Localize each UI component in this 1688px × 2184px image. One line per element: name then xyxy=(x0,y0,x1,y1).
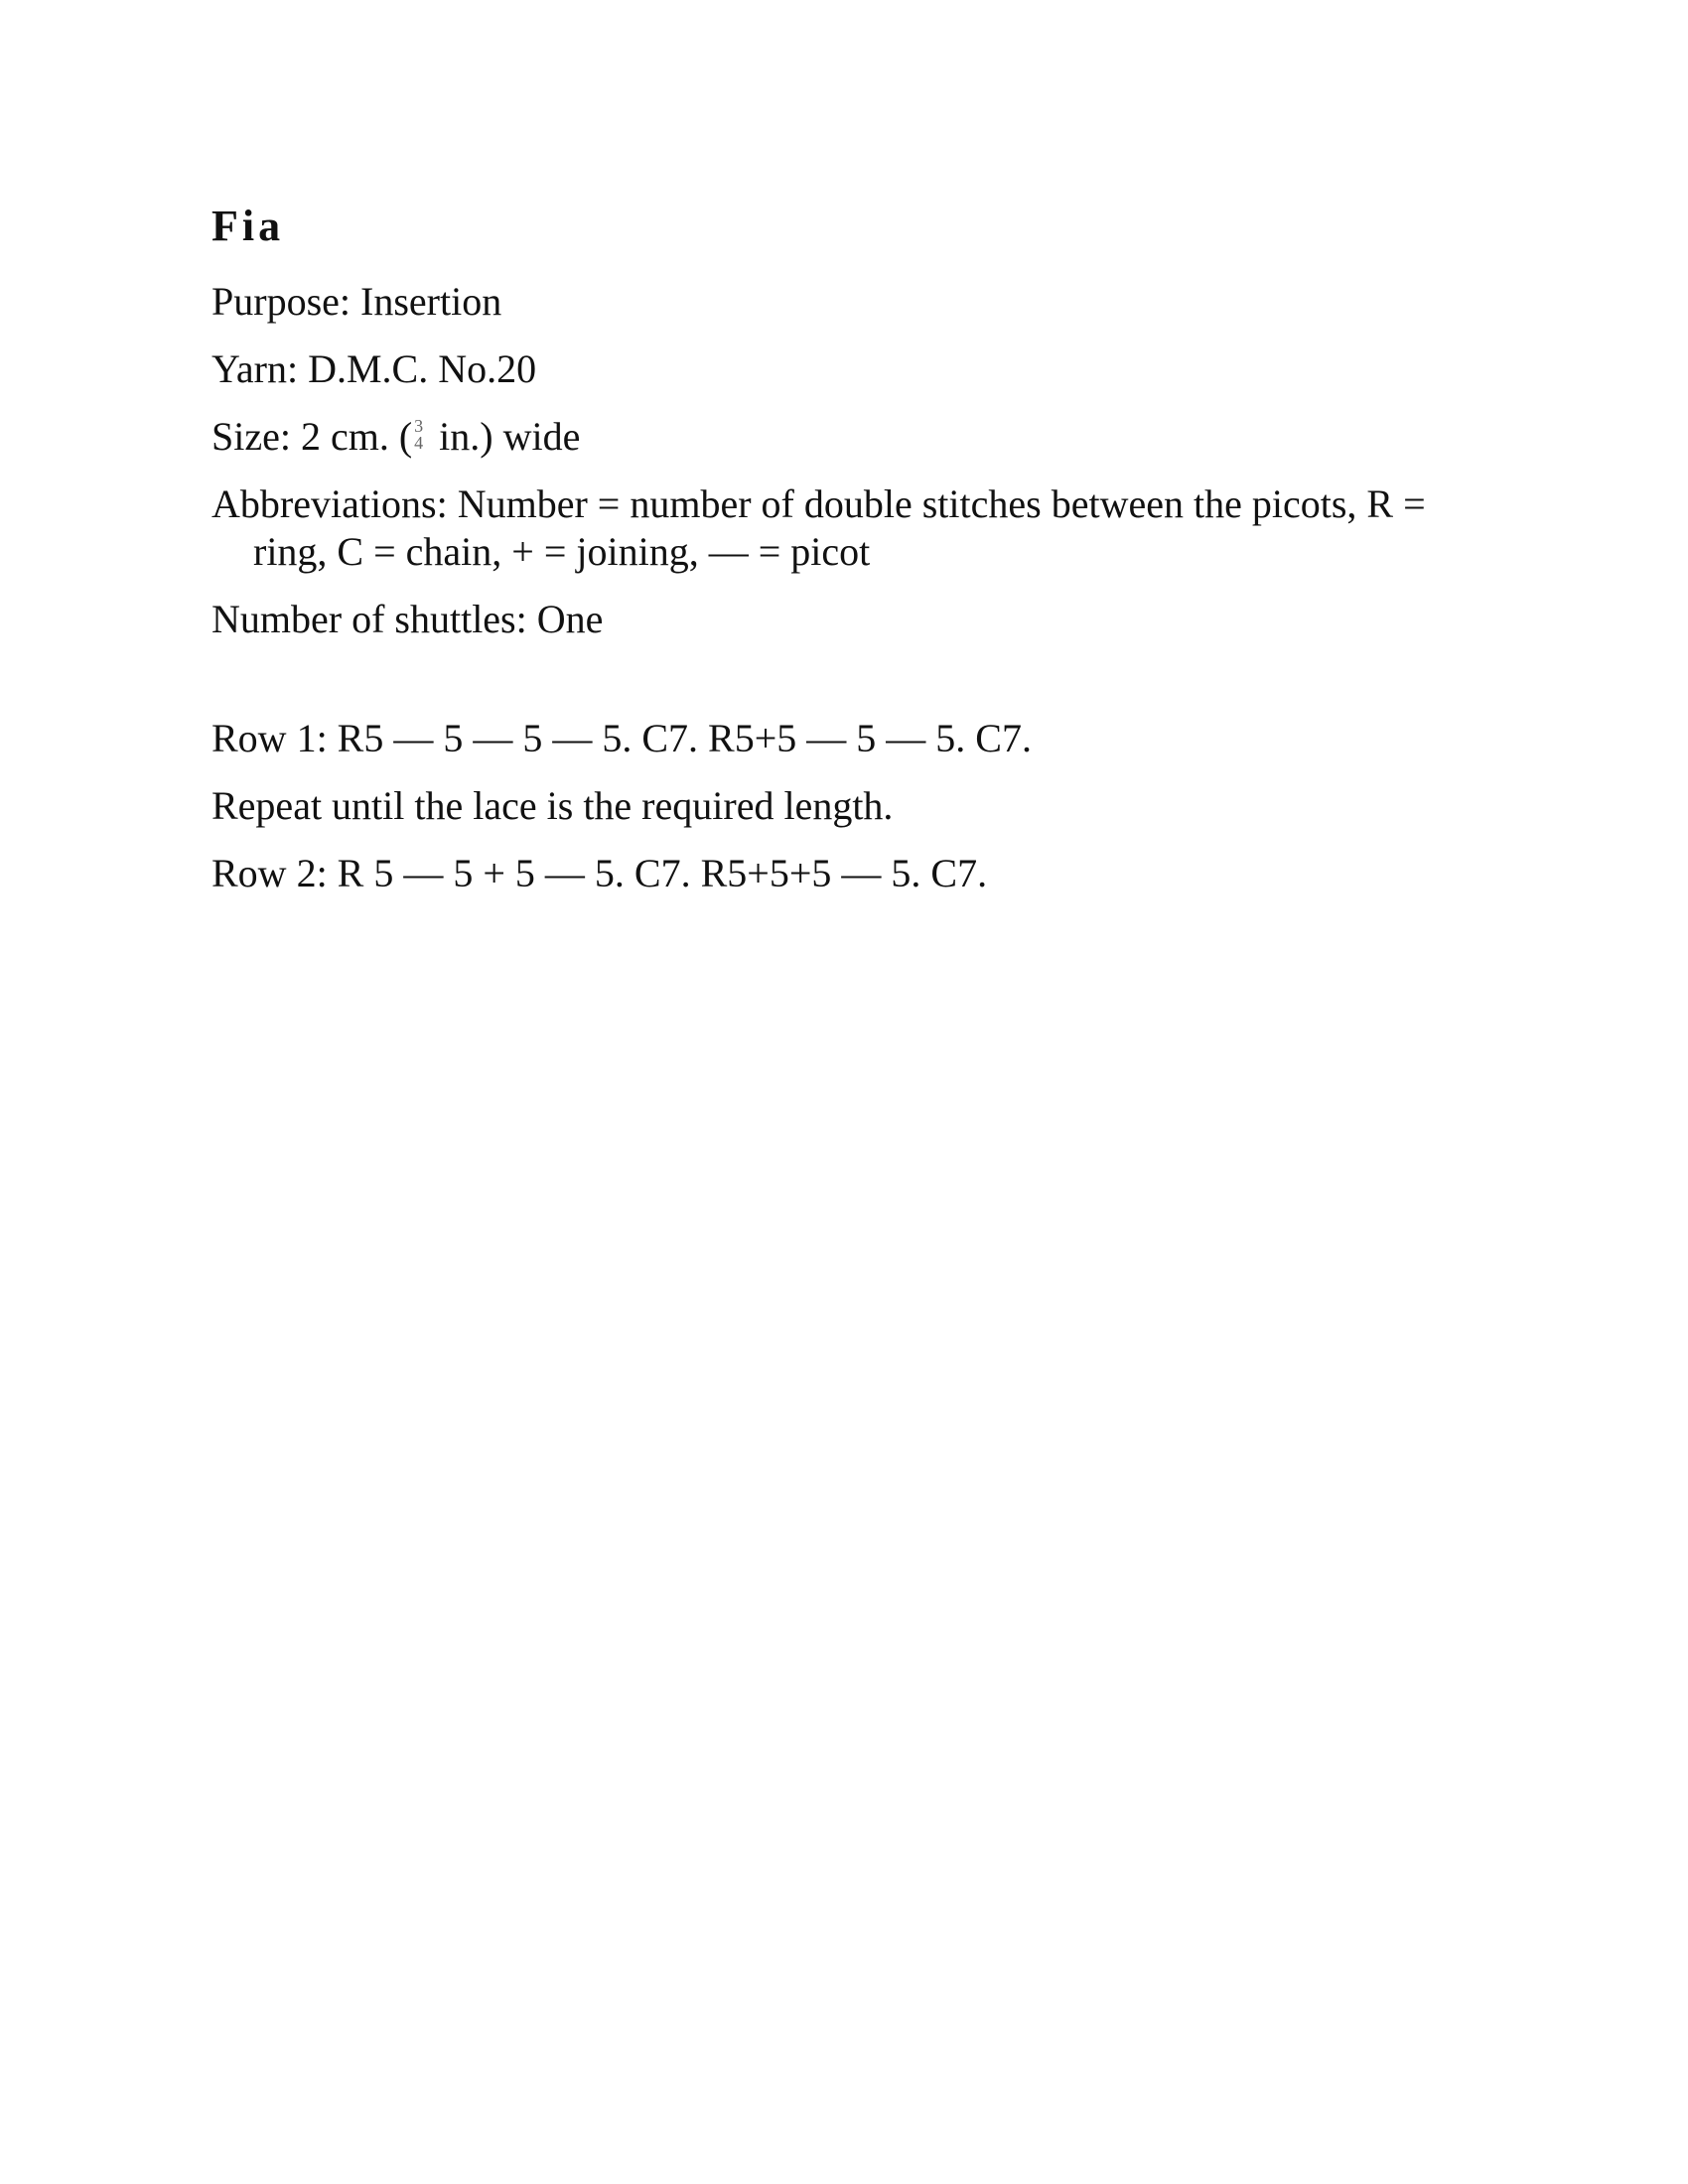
yarn-line: Yarn: D.M.C. No.20 xyxy=(211,346,537,391)
pattern-text xyxy=(211,197,1502,917)
pattern-title: Fia xyxy=(211,202,285,250)
size-text-before: Size: 2 cm. ( xyxy=(211,414,413,459)
row-2-instruction: Row 2: R 5 — 5 + 5 — 5. C7. R5+5+5 — 5. C7. xyxy=(211,851,988,895)
shuttles-line: Number of shuttles: One xyxy=(211,597,604,641)
size-line xyxy=(211,413,1502,461)
section-spacer xyxy=(211,663,1502,715)
repeat-instruction: Repeat until the lace is the required length. xyxy=(211,783,894,828)
fraction-numerator: 3 xyxy=(414,415,424,436)
fraction-denominator: 4 xyxy=(414,432,424,453)
row-1-instruction: Row 1: R5 — 5 — 5 — 5. C7. R5+5 — 5 — 5. C7. xyxy=(211,716,1032,760)
size-text-after: in.) wide xyxy=(429,414,581,459)
abbreviations-line: Abbreviations: Number = number of double stitches between the picots, R = ring, C = chain, + = joining, — = picot xyxy=(211,481,1426,574)
purpose-line: Purpose: Insertion xyxy=(211,279,502,324)
size-fraction xyxy=(414,415,424,453)
